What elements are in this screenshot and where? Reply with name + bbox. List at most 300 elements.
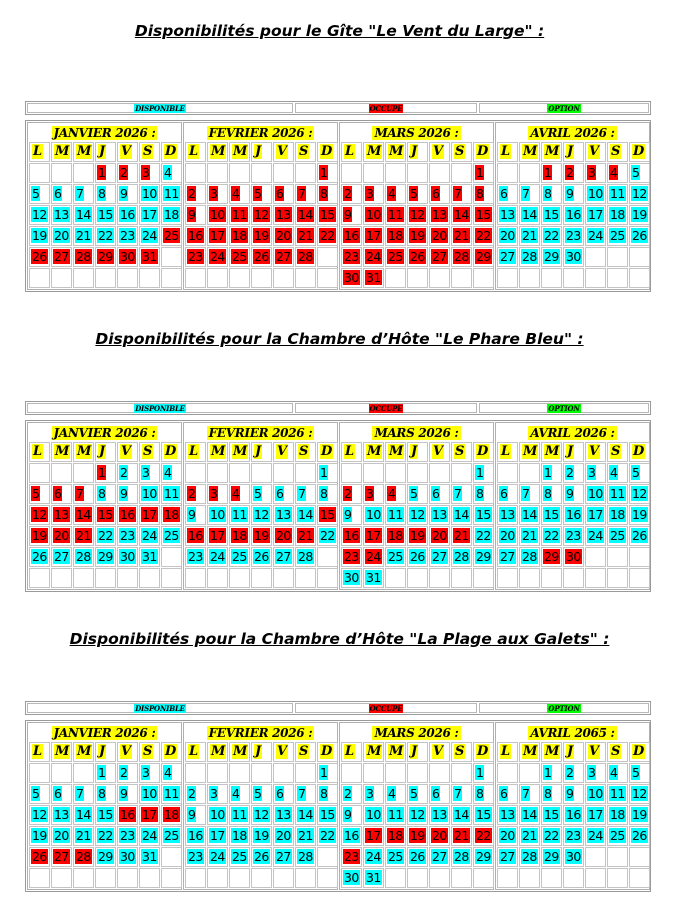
empty-cell xyxy=(117,868,138,888)
weekday-label: M xyxy=(55,744,70,759)
day-cell xyxy=(541,247,562,267)
weekday-cell xyxy=(385,742,406,762)
day-cell xyxy=(95,826,116,846)
day-cell xyxy=(251,805,272,825)
day-available: 11 xyxy=(610,186,625,201)
weekday-cell xyxy=(607,742,628,762)
weekday-cell xyxy=(117,142,138,162)
month-block xyxy=(183,422,338,590)
day-available: 24 xyxy=(588,228,603,243)
day-cell xyxy=(629,505,650,525)
month-header xyxy=(341,424,492,442)
weekday-cell xyxy=(563,142,584,162)
month-title: AVRIL 2026 : xyxy=(530,426,615,440)
empty-cell xyxy=(407,268,428,288)
day-cell xyxy=(341,505,362,525)
day-cell xyxy=(519,226,540,246)
day-cell xyxy=(95,463,116,483)
day-available: 1 xyxy=(544,765,552,780)
day-cell xyxy=(117,826,138,846)
day-available: 31 xyxy=(366,570,381,585)
empty-cell xyxy=(161,247,182,267)
day-available: 15 xyxy=(476,807,491,822)
day-cell xyxy=(95,205,116,225)
day-cell xyxy=(95,805,116,825)
day-cell xyxy=(51,205,72,225)
empty-cell xyxy=(341,163,362,183)
empty-cell xyxy=(251,763,272,783)
day-available: 13 xyxy=(276,507,291,522)
day-cell xyxy=(139,763,160,783)
day-cell xyxy=(229,526,250,546)
day-cell xyxy=(73,505,94,525)
day-cell xyxy=(429,184,450,204)
weekday-cell xyxy=(473,142,494,162)
weekday-cell xyxy=(251,742,272,762)
day-available: 17 xyxy=(210,828,225,843)
day-cell xyxy=(429,484,450,504)
day-cell xyxy=(317,505,338,525)
day-cell xyxy=(295,526,316,546)
day-available: 18 xyxy=(610,507,625,522)
day-occupied: 3 xyxy=(366,186,374,201)
day-cell xyxy=(251,547,272,567)
day-cell xyxy=(51,826,72,846)
day-occupied: 1 xyxy=(98,165,106,180)
day-cell xyxy=(229,547,250,567)
legend-disponible: DISPONIBLE xyxy=(135,403,185,413)
weekday-cell xyxy=(563,742,584,762)
day-cell xyxy=(29,247,50,267)
empty-cell xyxy=(385,763,406,783)
day-cell xyxy=(251,847,272,867)
empty-cell xyxy=(451,163,472,183)
day-cell xyxy=(295,247,316,267)
empty-cell xyxy=(295,763,316,783)
day-cell xyxy=(473,784,494,804)
day-cell xyxy=(563,484,584,504)
weekday-label: D xyxy=(165,144,177,159)
day-cell xyxy=(607,184,628,204)
day-occupied: 27 xyxy=(54,249,69,264)
day-cell xyxy=(629,784,650,804)
day-occupied: 29 xyxy=(476,249,491,264)
day-available: 29 xyxy=(476,849,491,864)
weekday-cell xyxy=(273,742,294,762)
day-cell xyxy=(585,526,606,546)
day-cell xyxy=(341,268,362,288)
weekday-cell xyxy=(185,742,206,762)
weekday-cell xyxy=(73,142,94,162)
day-cell xyxy=(363,547,384,567)
day-available: 9 xyxy=(344,507,352,522)
empty-cell xyxy=(451,463,472,483)
day-occupied: 28 xyxy=(76,849,91,864)
month-block xyxy=(27,722,182,890)
weekday-cell xyxy=(629,142,650,162)
day-available: 17 xyxy=(588,507,603,522)
weekday-label: J xyxy=(99,444,106,459)
day-available: 26 xyxy=(632,228,647,243)
month-header xyxy=(497,424,648,442)
day-cell xyxy=(207,526,228,546)
day-cell xyxy=(273,184,294,204)
day-cell xyxy=(541,184,562,204)
weekday-label: J xyxy=(411,144,418,159)
weekday-label: S xyxy=(455,144,465,159)
day-available: 7 xyxy=(298,786,306,801)
day-cell xyxy=(497,226,518,246)
weekday-label: V xyxy=(121,744,132,759)
day-cell xyxy=(317,163,338,183)
empty-cell xyxy=(207,763,228,783)
day-cell xyxy=(629,826,650,846)
day-cell xyxy=(563,247,584,267)
day-cell xyxy=(95,163,116,183)
day-available: 27 xyxy=(54,549,69,564)
day-cell xyxy=(229,847,250,867)
day-cell xyxy=(429,547,450,567)
day-cell xyxy=(519,484,540,504)
day-available: 7 xyxy=(76,186,84,201)
empty-cell xyxy=(385,463,406,483)
day-occupied: 29 xyxy=(98,249,113,264)
day-cell xyxy=(473,763,494,783)
day-occupied: 29 xyxy=(544,549,559,564)
day-occupied: 17 xyxy=(142,507,157,522)
day-available: 6 xyxy=(500,186,508,201)
day-available: 27 xyxy=(432,549,447,564)
weekday-cell xyxy=(385,142,406,162)
day-available: 4 xyxy=(164,765,172,780)
weekday-cell xyxy=(519,142,540,162)
day-available: 27 xyxy=(276,549,291,564)
day-cell xyxy=(473,826,494,846)
day-occupied: 6 xyxy=(276,186,284,201)
day-cell xyxy=(519,205,540,225)
weekday-cell xyxy=(161,742,182,762)
day-cell xyxy=(407,784,428,804)
day-available: 26 xyxy=(632,528,647,543)
day-available: 20 xyxy=(54,228,69,243)
weekday-label: M xyxy=(389,744,404,759)
weekday-label: L xyxy=(345,744,355,759)
day-cell xyxy=(229,247,250,267)
day-available: 17 xyxy=(588,807,603,822)
day-cell xyxy=(385,826,406,846)
day-cell xyxy=(29,226,50,246)
weekday-cell xyxy=(273,142,294,162)
day-available: 16 xyxy=(566,807,581,822)
month-block xyxy=(339,722,494,890)
day-cell xyxy=(385,505,406,525)
day-cell xyxy=(51,505,72,525)
weekday-cell xyxy=(497,142,518,162)
day-cell xyxy=(295,184,316,204)
day-occupied: 16 xyxy=(188,228,203,243)
day-cell xyxy=(451,526,472,546)
day-available: 6 xyxy=(432,786,440,801)
day-available: 12 xyxy=(32,807,47,822)
day-cell xyxy=(29,784,50,804)
day-cell xyxy=(229,484,250,504)
day-available: 13 xyxy=(54,207,69,222)
weekday-label: J xyxy=(567,444,574,459)
day-occupied: 4 xyxy=(232,186,240,201)
day-available: 11 xyxy=(164,186,179,201)
day-available: 28 xyxy=(454,849,469,864)
day-occupied: 21 xyxy=(76,528,91,543)
day-occupied: 21 xyxy=(454,828,469,843)
day-cell xyxy=(161,226,182,246)
day-cell xyxy=(451,247,472,267)
empty-cell xyxy=(273,163,294,183)
empty-cell xyxy=(295,868,316,888)
weekday-label: V xyxy=(433,144,444,159)
day-available: 7 xyxy=(76,786,84,801)
day-cell xyxy=(251,184,272,204)
weekday-cell xyxy=(473,742,494,762)
weekday-label: J xyxy=(255,444,262,459)
empty-cell xyxy=(497,463,518,483)
day-cell xyxy=(541,226,562,246)
month-block xyxy=(183,122,338,290)
day-occupied: 23 xyxy=(344,549,359,564)
day-available: 5 xyxy=(32,786,40,801)
day-cell xyxy=(585,184,606,204)
day-available: 16 xyxy=(188,828,203,843)
day-cell xyxy=(51,247,72,267)
empty-cell xyxy=(73,568,94,588)
day-cell xyxy=(629,163,650,183)
day-available: 15 xyxy=(544,807,559,822)
day-occupied: 19 xyxy=(254,228,269,243)
day-cell xyxy=(73,805,94,825)
day-occupied: 31 xyxy=(142,249,157,264)
day-occupied: 27 xyxy=(276,249,291,264)
day-cell xyxy=(541,505,562,525)
weekday-cell xyxy=(161,442,182,462)
weekday-label: V xyxy=(277,444,288,459)
day-available: 24 xyxy=(142,528,157,543)
day-cell xyxy=(185,526,206,546)
day-cell xyxy=(295,226,316,246)
month-title: FEVRIER 2026 : xyxy=(208,426,313,440)
day-available: 1 xyxy=(98,765,106,780)
day-cell xyxy=(29,184,50,204)
empty-cell xyxy=(429,268,450,288)
day-cell xyxy=(385,205,406,225)
weekday-label: D xyxy=(633,144,645,159)
empty-cell xyxy=(607,868,628,888)
day-cell xyxy=(139,226,160,246)
day-available: 9 xyxy=(566,786,574,801)
weekday-cell xyxy=(451,742,472,762)
day-occupied: 2 xyxy=(120,165,128,180)
day-available: 8 xyxy=(544,186,552,201)
day-occupied: 16 xyxy=(344,528,359,543)
day-available: 29 xyxy=(98,549,113,564)
day-cell xyxy=(73,226,94,246)
day-cell xyxy=(73,547,94,567)
day-available: 18 xyxy=(232,828,247,843)
empty-cell xyxy=(497,763,518,783)
weekday-cell xyxy=(185,142,206,162)
day-occupied: 20 xyxy=(432,228,447,243)
day-occupied: 19 xyxy=(254,528,269,543)
day-available: 3 xyxy=(142,465,150,480)
empty-cell xyxy=(407,763,428,783)
weekday-label: J xyxy=(99,144,106,159)
day-cell xyxy=(585,226,606,246)
empty-cell xyxy=(429,763,450,783)
empty-cell xyxy=(229,163,250,183)
day-cell xyxy=(629,205,650,225)
day-cell xyxy=(185,247,206,267)
day-available: 16 xyxy=(566,507,581,522)
day-cell xyxy=(73,784,94,804)
day-cell xyxy=(117,763,138,783)
day-available: 28 xyxy=(298,849,313,864)
day-available: 20 xyxy=(500,828,515,843)
weekday-label: S xyxy=(143,144,153,159)
day-available: 24 xyxy=(210,849,225,864)
day-available: 24 xyxy=(210,549,225,564)
day-cell xyxy=(473,163,494,183)
day-available: 30 xyxy=(344,570,359,585)
day-available: 15 xyxy=(320,807,335,822)
day-available: 5 xyxy=(632,165,640,180)
day-cell xyxy=(117,226,138,246)
day-cell xyxy=(295,784,316,804)
day-cell xyxy=(139,805,160,825)
day-cell xyxy=(451,226,472,246)
day-cell xyxy=(451,484,472,504)
day-cell xyxy=(207,547,228,567)
weekday-label: S xyxy=(455,744,465,759)
day-available: 25 xyxy=(232,849,247,864)
day-cell xyxy=(451,184,472,204)
day-occupied: 2 xyxy=(344,486,352,501)
day-available: 23 xyxy=(566,228,581,243)
day-cell xyxy=(363,826,384,846)
day-occupied: 21 xyxy=(298,528,313,543)
weekday-cell xyxy=(295,742,316,762)
day-occupied: 30 xyxy=(120,249,135,264)
day-available: 1 xyxy=(320,465,328,480)
day-cell xyxy=(185,505,206,525)
month-header xyxy=(341,724,492,742)
day-available: 9 xyxy=(566,186,574,201)
day-cell xyxy=(407,805,428,825)
day-occupied: 16 xyxy=(188,528,203,543)
month-grid xyxy=(29,442,180,588)
day-occupied: 25 xyxy=(388,249,403,264)
day-occupied: 15 xyxy=(320,207,335,222)
weekday-label: J xyxy=(99,744,106,759)
weekday-label: L xyxy=(345,144,355,159)
day-occupied: 4 xyxy=(388,186,396,201)
day-available: 19 xyxy=(632,507,647,522)
empty-cell xyxy=(185,868,206,888)
empty-cell xyxy=(229,568,250,588)
day-occupied: 20 xyxy=(432,828,447,843)
day-available: 7 xyxy=(454,786,462,801)
day-available: 12 xyxy=(32,207,47,222)
day-cell xyxy=(251,826,272,846)
day-occupied: 27 xyxy=(432,249,447,264)
day-available: 2 xyxy=(120,765,128,780)
day-occupied: 20 xyxy=(276,528,291,543)
legend xyxy=(25,101,651,115)
day-cell xyxy=(117,505,138,525)
weekday-cell xyxy=(185,442,206,462)
day-occupied: 5 xyxy=(410,186,418,201)
day-cell xyxy=(273,805,294,825)
day-occupied: 21 xyxy=(298,228,313,243)
empty-cell xyxy=(451,763,472,783)
weekday-label: M xyxy=(367,144,382,159)
day-cell xyxy=(363,847,384,867)
empty-cell xyxy=(273,568,294,588)
empty-cell xyxy=(317,847,338,867)
day-cell xyxy=(607,205,628,225)
month-header xyxy=(29,724,180,742)
day-cell xyxy=(363,526,384,546)
day-available: 16 xyxy=(566,207,581,222)
legend-occupe: OCCUPE xyxy=(369,403,403,413)
day-cell xyxy=(273,247,294,267)
day-available: 6 xyxy=(432,486,440,501)
day-available: 22 xyxy=(476,528,491,543)
day-available: 10 xyxy=(142,186,157,201)
day-cell xyxy=(317,784,338,804)
weekday-label: V xyxy=(589,444,600,459)
day-available: 13 xyxy=(500,807,515,822)
weekday-label: M xyxy=(77,444,92,459)
day-cell xyxy=(585,763,606,783)
day-cell xyxy=(607,226,628,246)
day-occupied: 17 xyxy=(366,228,381,243)
day-occupied: 24 xyxy=(366,249,381,264)
empty-cell xyxy=(51,163,72,183)
day-available: 7 xyxy=(522,486,530,501)
weekday-label: J xyxy=(255,144,262,159)
day-cell xyxy=(51,226,72,246)
day-cell xyxy=(273,847,294,867)
weekday-label: M xyxy=(77,144,92,159)
day-cell xyxy=(95,226,116,246)
day-cell xyxy=(117,547,138,567)
weekday-label: D xyxy=(321,744,333,759)
empty-cell xyxy=(541,868,562,888)
weekday-label: M xyxy=(523,744,538,759)
day-available: 9 xyxy=(120,486,128,501)
day-cell xyxy=(229,205,250,225)
day-available: 27 xyxy=(432,849,447,864)
empty-cell xyxy=(585,868,606,888)
day-available: 10 xyxy=(588,786,603,801)
day-cell xyxy=(341,784,362,804)
weekday-label: M xyxy=(211,444,226,459)
day-cell xyxy=(229,184,250,204)
day-occupied: 22 xyxy=(476,828,491,843)
day-available: 1 xyxy=(544,465,552,480)
weekday-cell xyxy=(497,442,518,462)
day-occupied: 3 xyxy=(588,165,596,180)
weekday-cell xyxy=(519,442,540,462)
day-available: 28 xyxy=(522,249,537,264)
